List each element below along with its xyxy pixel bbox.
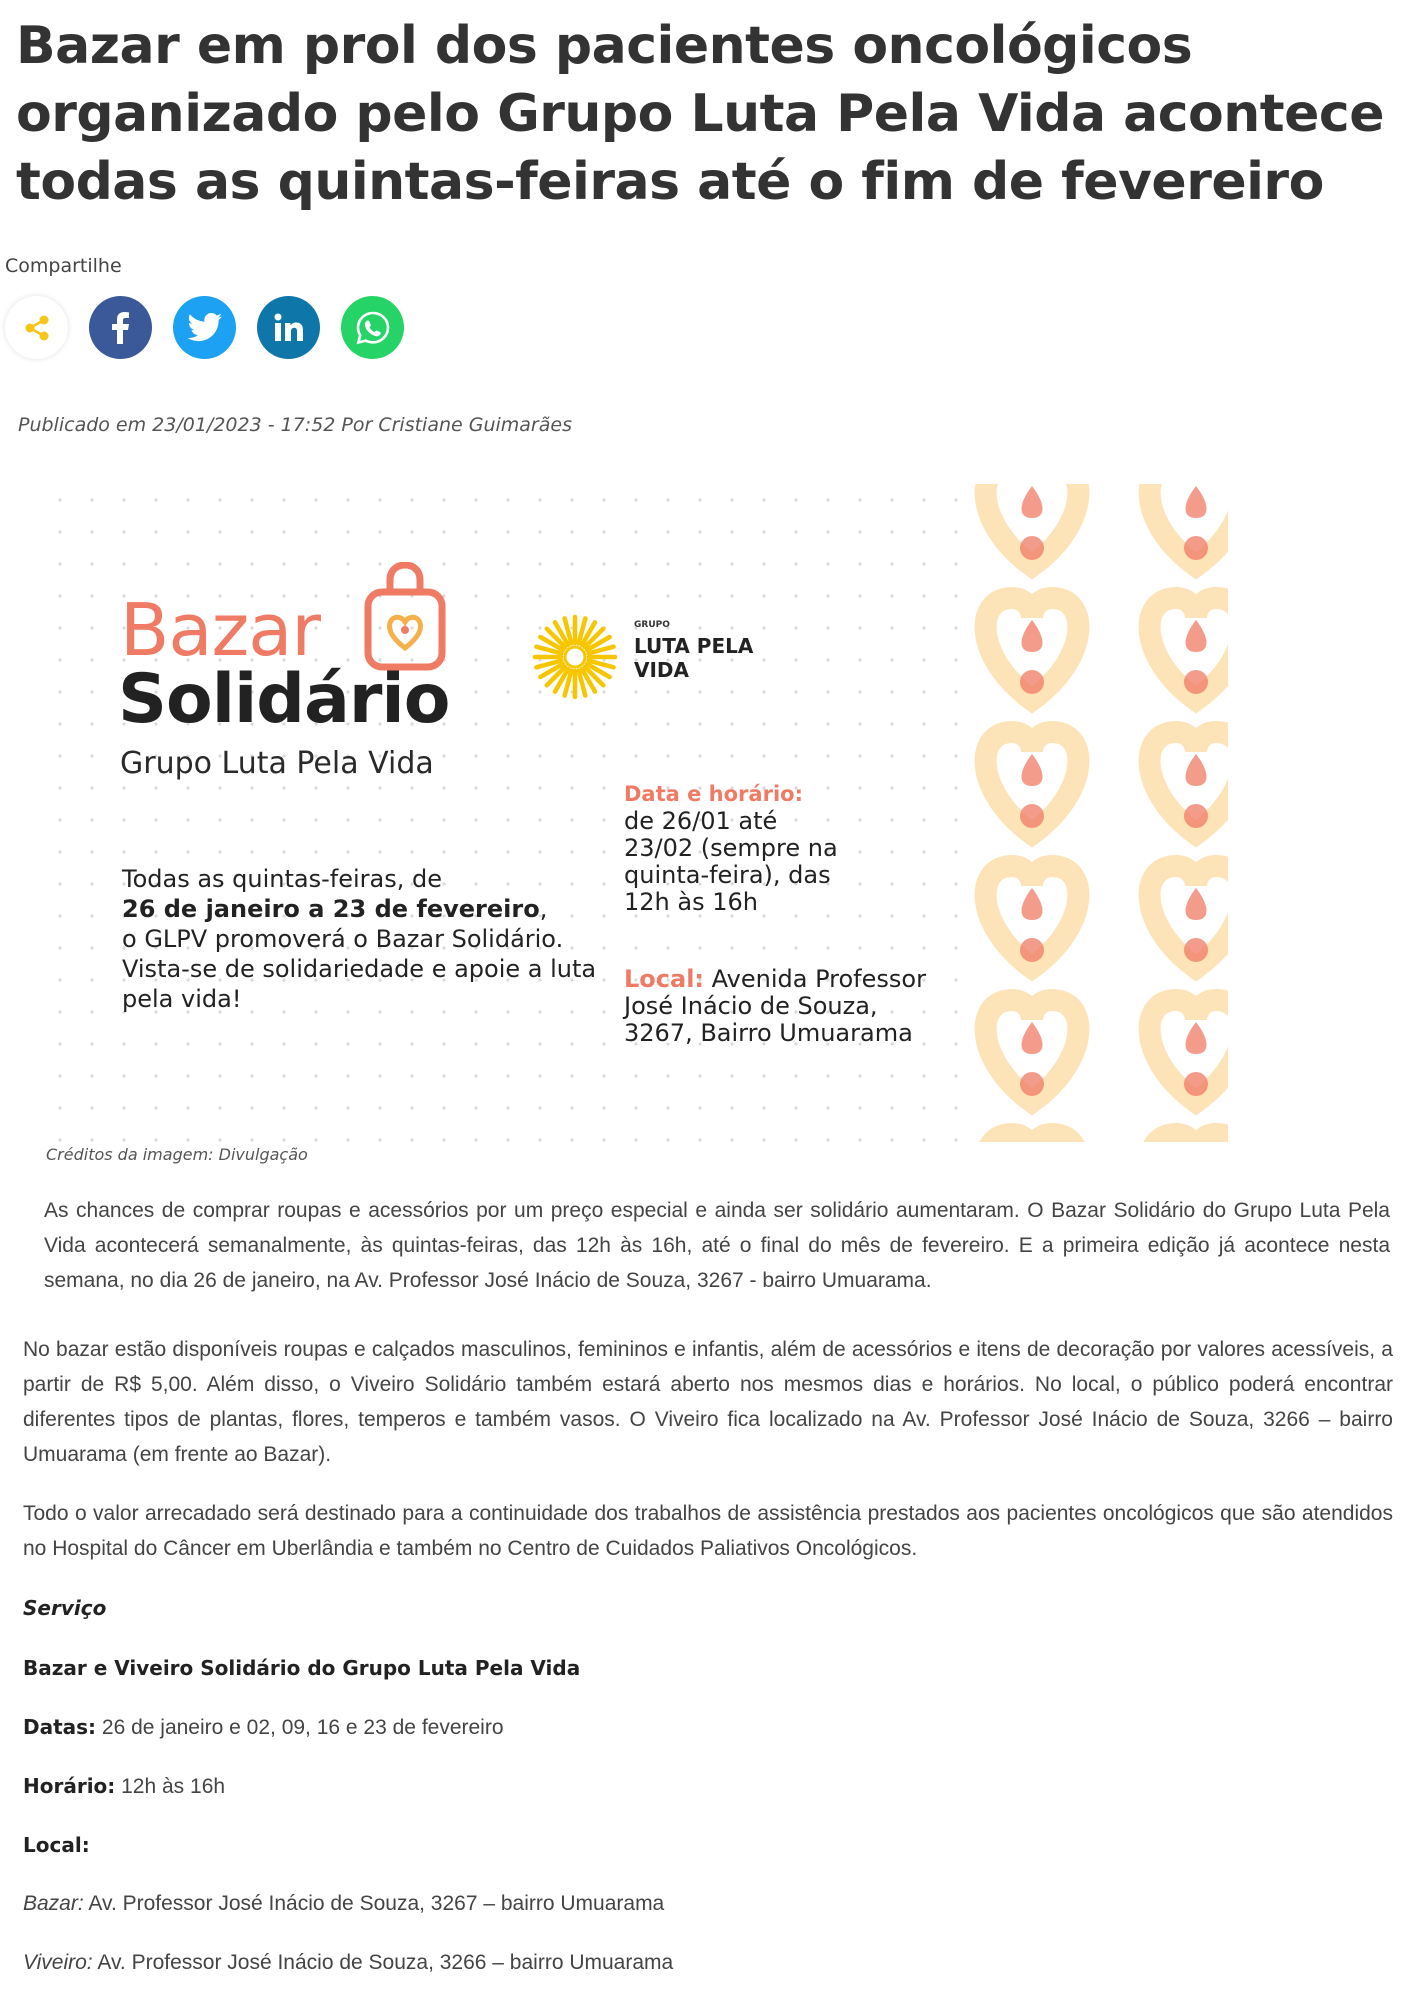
publication-meta: Publicado em 23/01/2023 - 17:52 Por Cristiane Guimarães [18,414,572,436]
banner-body-line3: o GLPV promoverá o Bazar Solidário. Vista-se de solidariedade e apoie a luta pela vida! [122,925,597,1013]
heart-shape [1150,1000,1228,1102]
heart-shape [1150,732,1228,834]
service-hours-label: Horário: [23,1774,116,1798]
linkedin-icon [273,312,305,344]
shopping-bag-icon [362,562,448,672]
heart-shape [1150,484,1228,566]
banner-bazar-text: Bazar [120,588,321,672]
banner-body-dates: 26 de janeiro a 23 de fevereiro [122,895,540,923]
banner-location [624,966,944,1047]
banner-date-text: de 26/01 até 23/02 (sempre na quinta-feira), das 12h às 16h [624,807,838,916]
logo-big-text: LUTA PELA VIDA [634,634,754,682]
linkedin-share-button[interactable] [257,296,320,359]
article-paragraph-2: No bazar estão disponíveis roupas e calçados masculinos, femininos e infantis, além de acessórios e itens de decoração por valores acessíveis, a partir de R$ 5,00. Além disso, o Viveiro Solidário também estará aberto nos mesmos dias e horários. No local, o público poderá encontrar diferentes tipos de plantas, flores, temperos e também vasos. O Viveiro fica localizado na Av. Professor José Inácio de Souza, 3266 – bairro Umuarama (em frente ao Bazar). [23,1338,1393,1466]
share-buttons [5,296,404,359]
share-icon [22,313,52,343]
service-location-label: Local: [23,1833,90,1857]
service-bazar-label: Bazar: [23,1892,84,1915]
banner-location-label: Local: [624,965,705,993]
share-button[interactable] [5,296,68,359]
banner-date-label: Data e horário: [624,782,803,806]
whatsapp-icon [355,310,391,346]
banner-body-comma: , [539,895,548,923]
heart-pattern [970,484,1228,1142]
article-paragraph-3: Todo o valor arrecadado será destinado para a continuidade dos trabalhos de assistência prestados aos pacientes oncológicos que são atendidos no Hospital do Câncer em Uberlândia e também no Centro de Cuidados Paliativos Oncológicos. [23,1502,1393,1560]
heart-shape [1150,866,1228,968]
heart-shape [986,1000,1079,1102]
banner-body-text [122,864,602,1014]
service-dates-value: 26 de janeiro e 02, 09, 16 e 23 de fevereiro [96,1716,504,1739]
service-viveiro-label: Viveiro: [23,1951,93,1974]
service-dates-label: Datas: [23,1715,97,1739]
share-label: Compartilhe [5,255,122,277]
service-viveiro-address [23,1951,673,1975]
facebook-share-button[interactable] [89,296,152,359]
service-hours [23,1774,225,1799]
banner-location-text: Avenida Professor José Inácio de Souza, 3267, Bairro Umuarama [624,965,926,1047]
sun-core [565,647,585,667]
logo-small-text: GRUPO [634,620,670,630]
article-title: Bazar em prol dos pacientes oncológicos organizado pelo Grupo Luta Pela Vida acontece todas as quintas-feiras até o fim de fevereiro [16,16,1385,212]
service-viveiro-value: Av. Professor José Inácio de Souza, 3266 – bairro Umuarama [92,1951,674,1974]
article-paragraph-1: As chances de comprar roupas e acessórios por um preço especial e ainda ser solidário aumentaram. O Bazar Solidário do Grupo Luta Pela Vida acontecerá semanalmente, às quintas-feiras, das 12h às 16h, até o final do mês de fevereiro. E a primeira edição já acontece nesta semana, no dia 26 de janeiro, na Av. Professor José Inácio de Souza, 3267 - bairro Umuarama. [44,1199,1390,1292]
facebook-icon [106,311,136,345]
heart-shape [986,1134,1079,1142]
heart-shape [986,866,1079,968]
heart-shape [986,598,1079,700]
sun-logo-icon [532,614,618,700]
heart-shape [1150,1134,1228,1142]
banner-body-line1: Todas as quintas-feiras, de [122,865,443,893]
service-location [23,1833,90,1858]
heart-shape [986,484,1079,566]
service-heading: Serviço [23,1596,107,1620]
service-dates [23,1715,504,1740]
banner-grupo-text: Grupo Luta Pela Vida [120,746,434,781]
service-name: Bazar e Viveiro Solidário do Grupo Luta Pela Vida [23,1656,581,1680]
service-bazar-value: Av. Professor José Inácio de Souza, 3267 – bairro Umuarama [83,1892,665,1915]
service-bazar-address [23,1892,664,1916]
heart-shape [986,732,1079,834]
twitter-icon [187,313,223,343]
heart-shape [1150,598,1228,700]
twitter-share-button[interactable] [173,296,236,359]
image-caption: Créditos da imagem: Divulgação [46,1145,308,1164]
article-image [44,484,1228,1142]
service-hours-value: 12h às 16h [115,1775,226,1798]
banner-solidario-text: Solidário [118,660,450,739]
whatsapp-share-button[interactable] [341,296,404,359]
